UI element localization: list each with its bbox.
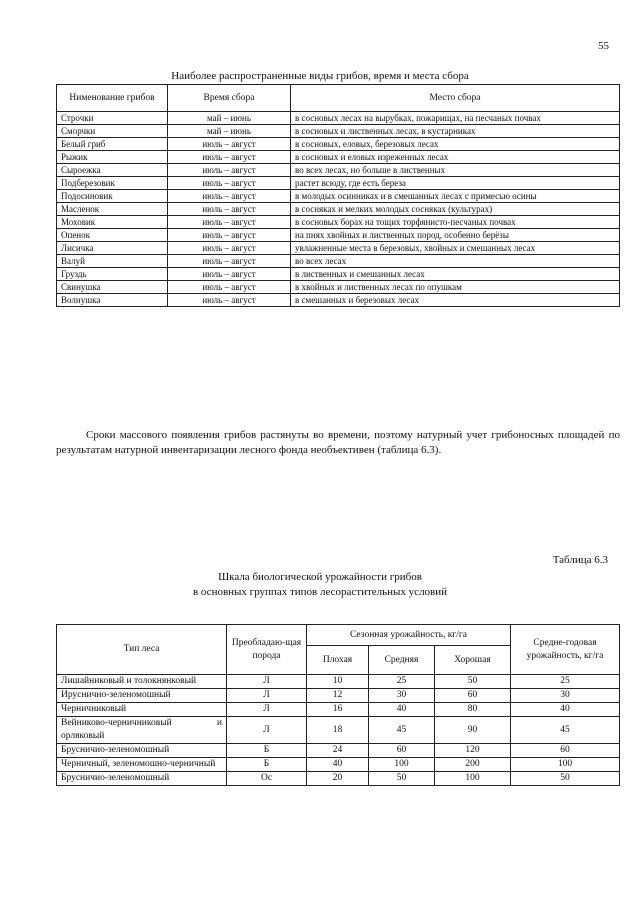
table-row	[57, 177, 620, 190]
cell-time: июль – август	[168, 190, 291, 203]
cell-place: в сосняках и мелких молодых сосняках (культурах)	[291, 203, 620, 216]
cell-medium: 30	[369, 689, 435, 703]
table-row	[57, 112, 620, 125]
table-row	[57, 717, 620, 744]
table-header-row	[57, 625, 620, 646]
cell-name: Белый гриб	[57, 138, 168, 151]
cell-medium: 100	[369, 758, 435, 772]
cell-name: Волнушка	[57, 294, 168, 307]
cell-time: июль – август	[168, 151, 291, 164]
cell-time: июль – август	[168, 229, 291, 242]
cell-place: на пнях хвойных и лиственных пород, особенно берёзы	[291, 229, 620, 242]
table-row	[57, 138, 620, 151]
table-row	[57, 125, 620, 138]
cell-annual: 25	[511, 675, 620, 689]
cell-forest-type: Брусничио-зеленомошный	[57, 744, 227, 758]
col-header-species: Преобладаю-щая порода	[227, 625, 307, 675]
cell-time: июль – август	[168, 242, 291, 255]
cell-forest-type: Брусничио-зеленомошный	[57, 772, 227, 786]
cell-poor: 10	[307, 675, 369, 689]
table1-title: Наиболее распространенные виды грибов, время и места сбора	[171, 70, 469, 82]
cell-medium: 25	[369, 675, 435, 689]
cell-annual: 40	[511, 703, 620, 717]
cell-name: Подберезовик	[57, 177, 168, 190]
table-row	[57, 689, 620, 703]
cell-time: июль – август	[168, 177, 291, 190]
table-row	[57, 203, 620, 216]
table-row	[57, 675, 620, 689]
cell-place: в хвойных и лиственных лесах по опушкам	[291, 281, 620, 294]
cell-place: в сосновых и еловых изреженных лесах	[291, 151, 620, 164]
cell-time: май – июнь	[168, 125, 291, 138]
cell-forest-type: Вейниково-черничниковый и орляковый	[57, 717, 227, 744]
cell-time: июль – август	[168, 294, 291, 307]
cell-name: Моховик	[57, 216, 168, 229]
table-row	[57, 703, 620, 717]
cell-place: во всех лесах	[291, 255, 620, 268]
cell-good: 200	[435, 758, 511, 772]
cell-name: Свинушка	[57, 281, 168, 294]
cell-place: в молодых осинниках и в смешанных лесах с примесью осины	[291, 190, 620, 203]
table2-title-line1: Шкала биологической урожайности грибов	[218, 571, 422, 583]
col-header-place: Место сбора	[291, 85, 620, 112]
cell-place: увлажненные места в березовых, хвойных и смешанных лесах	[291, 242, 620, 255]
cell-name: Лисичка	[57, 242, 168, 255]
cell-good: 90	[435, 717, 511, 744]
cell-name: Сморчки	[57, 125, 168, 138]
cell-name: Опенок	[57, 229, 168, 242]
cell-time: июль – август	[168, 164, 291, 177]
cell-name: Рыжик	[57, 151, 168, 164]
cell-name: Подосиновик	[57, 190, 168, 203]
col-header-medium: Средняя	[369, 646, 435, 675]
cell-species: Л	[227, 703, 307, 717]
cell-species: Б	[227, 744, 307, 758]
table-row	[57, 294, 620, 307]
table-row	[57, 772, 620, 786]
cell-species: Б	[227, 758, 307, 772]
table-row	[57, 255, 620, 268]
cell-time: май – июнь	[168, 112, 291, 125]
cell-good: 120	[435, 744, 511, 758]
cell-forest-type: Ируснично-зеленомошный	[57, 689, 227, 703]
table-row	[57, 190, 620, 203]
cell-medium: 40	[369, 703, 435, 717]
cell-place: в сосновых лесах на вырубках, пожарищах, на песчаных почвах	[291, 112, 620, 125]
cell-name: Строчки	[57, 112, 168, 125]
table-row	[57, 164, 620, 177]
cell-poor: 24	[307, 744, 369, 758]
cell-annual: 100	[511, 758, 620, 772]
cell-medium: 60	[369, 744, 435, 758]
cell-place: в сосновых борах на тощих торфянисто-песчаных почвах	[291, 216, 620, 229]
table-row	[57, 151, 620, 164]
cell-species: Л	[227, 717, 307, 744]
table-header-row	[57, 85, 620, 112]
col-header-poor: Плохая	[307, 646, 369, 675]
cell-time: июль – август	[168, 203, 291, 216]
cell-species: Л	[227, 675, 307, 689]
cell-time: июль – август	[168, 216, 291, 229]
cell-place: растет всюду, где есть береза	[291, 177, 620, 190]
cell-place: в сосновых, еловых, березовых лесах	[291, 138, 620, 151]
col-header-time: Время сбора	[168, 85, 291, 112]
table2-title	[0, 570, 640, 600]
mushroom-table	[56, 84, 620, 307]
cell-good: 100	[435, 772, 511, 786]
cell-good: 80	[435, 703, 511, 717]
cell-annual: 60	[511, 744, 620, 758]
col-header-seasonal: Сезонная урожайность, кг/га	[307, 625, 511, 646]
cell-good: 60	[435, 689, 511, 703]
cell-time: июль – август	[168, 138, 291, 151]
yield-table	[56, 624, 620, 786]
cell-place: в лиственных и смешанных лесах	[291, 268, 620, 281]
col-header-name: Нименование грибов	[57, 85, 168, 112]
cell-poor: 20	[307, 772, 369, 786]
cell-time: июль – август	[168, 281, 291, 294]
cell-place: в сосновых и лиственных лесах, в кустарниках	[291, 125, 620, 138]
table-row	[57, 242, 620, 255]
cell-name: Груздь	[57, 268, 168, 281]
yield-table-body	[57, 675, 620, 786]
col-header-forest-type: Тип леса	[57, 625, 227, 675]
cell-name: Сыроежка	[57, 164, 168, 177]
cell-name: Масленок	[57, 203, 168, 216]
cell-annual: 45	[511, 717, 620, 744]
cell-poor: 40	[307, 758, 369, 772]
table-row	[57, 229, 620, 242]
col-header-good: Хорошая	[435, 646, 511, 675]
cell-place: в смешанных и березовых лесах	[291, 294, 620, 307]
cell-forest-type: Черничниковый	[57, 703, 227, 717]
mushroom-table-body	[57, 112, 620, 307]
cell-medium: 50	[369, 772, 435, 786]
table2-title-line2: в основных группах типов лесорастительных условий	[192, 586, 448, 598]
cell-good: 50	[435, 675, 511, 689]
cell-time: июль – август	[168, 255, 291, 268]
cell-annual: 50	[511, 772, 620, 786]
cell-annual: 30	[511, 689, 620, 703]
cell-poor: 12	[307, 689, 369, 703]
table-row	[57, 281, 620, 294]
table-row	[57, 744, 620, 758]
cell-forest-type: Лишайниковый и толокнянковый	[57, 675, 227, 689]
cell-poor: 16	[307, 703, 369, 717]
cell-forest-type: Черничный, зеленомошно-черничный	[57, 758, 227, 772]
cell-name: Валуй	[57, 255, 168, 268]
table2-caption: Таблица 6.3	[552, 554, 608, 566]
cell-place: во всех лесах, но больше в лиственных	[291, 164, 620, 177]
table-row	[57, 758, 620, 772]
cell-species: Ос	[227, 772, 307, 786]
body-paragraph: Сроки массового появления грибов растянуты во времени, поэтому натурный учет грибоносных площадей по результатам натурной инвентаризации лесного фонда необъективен (таблица 6.3).	[56, 429, 620, 456]
page-number: 55	[598, 40, 609, 52]
table-row	[57, 216, 620, 229]
table-row	[57, 268, 620, 281]
cell-species: Л	[227, 689, 307, 703]
cell-time: июль – август	[168, 268, 291, 281]
cell-medium: 45	[369, 717, 435, 744]
cell-poor: 18	[307, 717, 369, 744]
col-header-annual: Средне-годовая урожайность, кг/га	[511, 625, 620, 675]
